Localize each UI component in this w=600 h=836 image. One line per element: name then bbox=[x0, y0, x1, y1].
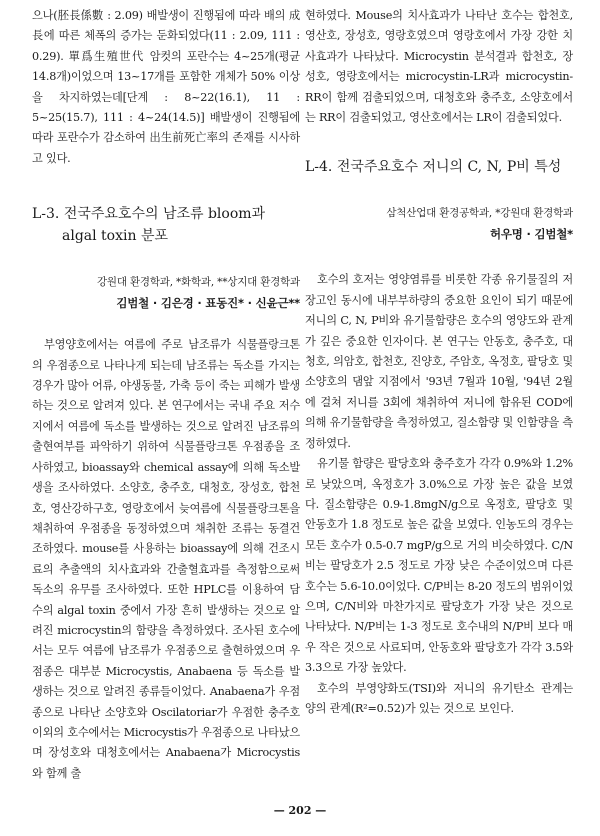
right-column bbox=[305, 0, 573, 719]
spacer bbox=[305, 128, 573, 156]
section-title-l4: L-4. 전국주요호수 저니의 C, N, P비 특성 bbox=[305, 159, 562, 176]
spacer bbox=[32, 313, 300, 335]
left-intro-paragraph: 으나(胚長係數 : 2.09) 배발생이 진행됨에 따라 배의 成長에 따른 체폭의 증가는 둔화되었다(11 : 2.09, 111 : 0.29). 單爲生殖世代 암컷의 포란수는 4~25개(평균 14.8개)이었으며 13~17개를 포함한 개체가 50% 이상을 차지하였는데[단계 : 8~22(16.1), 11 : 5~25(15.7), 111 : 4~24(14.5)] 배발생이 진행됨에 따라 포란수가 감소하여 出生前死亡率의 존재를 시사하고 있다. bbox=[32, 9, 300, 165]
section-title-l3: L-3. 전국주요호수의 남조류 bloom과 algal toxin 분포 bbox=[32, 206, 266, 245]
left-column bbox=[32, 0, 300, 784]
spacer bbox=[32, 169, 300, 203]
right-body-paragraph-1: 호수의 호저는 영양염류를 비롯한 각종 유기물질의 저장고인 동시에 내부부하량의 중요한 요인이 되기 때문에 저니의 C, N, P비와 유기물함량은 호수의 영양도와 관계가 깊은 중요한 인자이다. 본 연구는 안동호, 충주호, 대청호, 의암호, 합천호, 진양호, 주암호, 옥정호, 팔당호 및 소양호의 댐앞 지점에서 '93년 7월과 10월, '94년 2월에 걸쳐 저니를 3회에 채취하여 저니에 함유된 COD에 의해 유기물함량을 측정하였고, 질소함량 및 인함량을 측정하였다. bbox=[305, 273, 573, 450]
left-body-paragraph: 부영양호에서는 여름에 주로 남조류가 식물플랑크톤의 우점종으로 나타나게 되는데 남조류는 독소를 가지는 경우가 많아 어류, 야생동물, 가축 등이 죽는 피해가 발생하는 것으로 알려져 있다. 본 연구에서는 국내 주요 저수지에서 여름에 독소를 발생하는 것으로 알려진 남조류의 출현여부를 파악하기 위하여 식물플랑크톤 우점종을 조사하였고, bioassay와 chemical assay에 의해 독소발생을 조사하였다. 소양호, 충주호, 대청호, 장성호, 합천호, 영산강하구호, 영랑호에서 늦여름에 식물플랑크톤을 채취하여 우점종을 동정하였으며 채취한 조류는 동결건조하였다. mouse를 사용하는 bioassay에 의해 건조시료의 추출액의 치사효과와 간출혈효과를 측정함으로써 독소의 유무를 조사하였다. 또한 HPLC를 이용하여 담수의 algal toxin 중에서 가장 흔히 발생하는 것으로 알려진 microcystin의 함량을 측정하였다. 조사된 호수에서는 모두 여름에 남조류가 우점종으로 출현하였으며 우점종은 대부분 Microcystis, Anabaena 등 독소를 발생하는 것으로 알려진 종류들이었다. Anabaena가 우점종으로 나타난 소양호와 Oscilatoriar가 우점한 충주호 이외의 호수에서는 Microcystis가 우점종으로 나타났으며 장성호와 대청호에서는 Anabaena가 Microcystis와 함께 출 bbox=[32, 338, 300, 780]
spacer bbox=[305, 244, 573, 270]
spacer bbox=[305, 178, 573, 204]
affiliation-l4: 삼척산업대 환경공학과, *강원대 환경학과 bbox=[386, 207, 573, 220]
right-intro-paragraph: 현하였다. Mouse의 치사효과가 나타난 호수는 합천호, 영산호, 장성호, 영랑호였으며 영랑호에서 가장 강한 치사효과가 나타났다. Microcystin 분석결과 합천호, 장성호, 영랑호에서는 microcystin-LR과 microcystin-RR이 함께 검출되었으며, 대청호와 충주호, 소양호에서는 RR이 검출되었고, 영산호에서는 LR이 검출되었다. bbox=[305, 9, 573, 125]
spacer bbox=[32, 247, 300, 273]
authors-l4: 허우명 · 김범철* bbox=[489, 227, 573, 242]
right-body-paragraph-3: 호수의 부영양화도(TSI)와 저니의 유기탄소 관계는 양의 관계(R²=0.52)가 있는 것으로 보인다. bbox=[305, 681, 573, 715]
right-body-paragraph-2: 유기물 함량은 팔당호와 충주호가 각각 0.9%와 1.2%로 낮았으며, 옥정호가 3.0%으로 가장 높은 값을 보였다. 질소함량은 0.9-1.8mgN/g으로 옥정호, 팔당호 및 안동호가 1.8 정도로 높은 값을 보였다. 인농도의 경우는 모든 호수가 0.5-0.7 mgP/g으로 거의 비슷하였다. C/N비는 팔당호가 2.5 정도로 가장 낮은 수준이었으며 다른 호수는 5.6-10.0이었다. C/P비는 8-20 정도의 범위이었으며, C/N비와 마찬가지로 팔당호가 가장 낮은 것으로 나타났다. N/P비는 1-3 정도로 호수내의 N/P비 보다 매우 작은 것으로 사료되며, 안동호와 팔당호가 각각 3.5와 3.3으로 가장 높았다. bbox=[305, 457, 573, 675]
affiliation-l3: 강원대 환경학과, *화학과, **상지대 환경학과 bbox=[96, 276, 300, 289]
authors-l3: 김범철 · 김은경 · 표동진* · 신윤근** bbox=[116, 296, 300, 311]
page-number: — 202 — bbox=[273, 804, 327, 817]
